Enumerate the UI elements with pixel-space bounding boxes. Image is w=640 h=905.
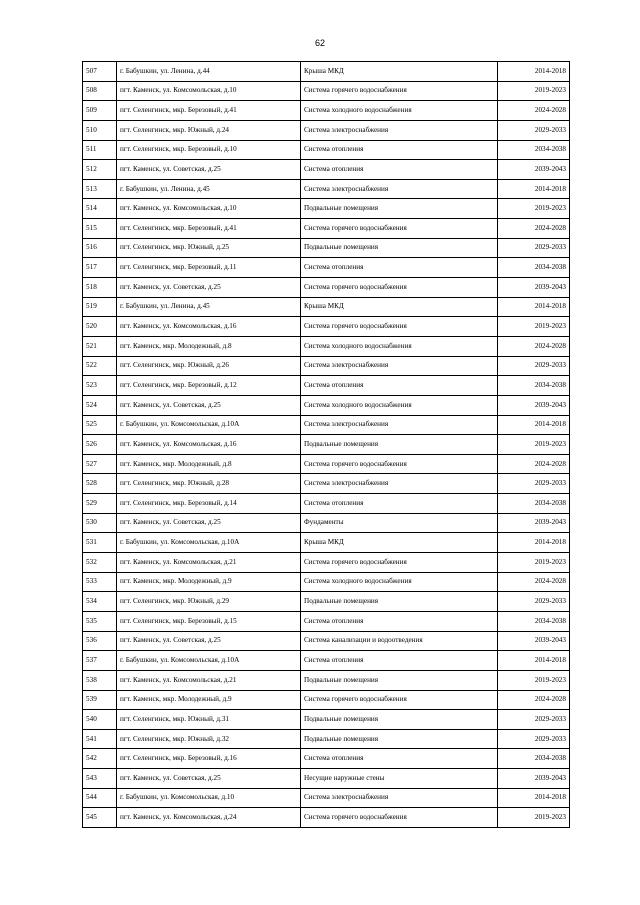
row-number-cell: 517 xyxy=(83,258,117,278)
work-type-cell: Система отопления xyxy=(301,494,498,514)
address-cell: пгт. Селенгинск, мкр. Южный, д.32 xyxy=(117,729,301,749)
address-cell: пгт. Селенгинск, мкр. Березовый, д.10 xyxy=(117,140,301,160)
table-row xyxy=(83,435,570,455)
work-type-cell: Подвальные помещения xyxy=(301,592,498,612)
work-type-cell: Система холодного водоснабжения xyxy=(301,336,498,356)
table-row xyxy=(83,101,570,121)
table-row xyxy=(83,474,570,494)
work-type-cell: Система отопления xyxy=(301,140,498,160)
table-row xyxy=(83,749,570,769)
period-cell: 2014-2018 xyxy=(498,651,570,671)
work-type-cell: Система отопления xyxy=(301,611,498,631)
table-row xyxy=(83,729,570,749)
table-row xyxy=(83,120,570,140)
address-cell: пгт. Каменск, ул. Комсомольская, д.16 xyxy=(117,317,301,337)
period-cell: 2019-2023 xyxy=(498,808,570,828)
table-row xyxy=(83,572,570,592)
address-cell: пгт. Каменск, ул. Советская, д.25 xyxy=(117,160,301,180)
period-cell: 2014-2018 xyxy=(498,179,570,199)
table-row xyxy=(83,62,570,82)
row-number-cell: 544 xyxy=(83,788,117,808)
period-cell: 2024-2028 xyxy=(498,690,570,710)
row-number-cell: 524 xyxy=(83,395,117,415)
address-cell: пгт. Каменск, ул. Комсомольская, д.24 xyxy=(117,808,301,828)
table-row xyxy=(83,140,570,160)
table-row xyxy=(83,415,570,435)
table-row xyxy=(83,317,570,337)
period-cell: 2039-2043 xyxy=(498,395,570,415)
row-number-cell: 515 xyxy=(83,219,117,239)
table-row xyxy=(83,179,570,199)
row-number-cell: 519 xyxy=(83,297,117,317)
row-number-cell: 523 xyxy=(83,376,117,396)
work-type-cell: Система отопления xyxy=(301,651,498,671)
address-cell: пгт. Селенгинск, мкр. Березовый, д.41 xyxy=(117,219,301,239)
work-type-cell: Подвальные помещения xyxy=(301,670,498,690)
table-row xyxy=(83,710,570,730)
table-row xyxy=(83,631,570,651)
table-row xyxy=(83,769,570,789)
work-type-cell: Система горячего водоснабжения xyxy=(301,81,498,101)
period-cell: 2029-2033 xyxy=(498,474,570,494)
period-cell: 2014-2018 xyxy=(498,62,570,82)
row-number-cell: 530 xyxy=(83,513,117,533)
address-cell: пгт. Селенгинск, мкр. Южный, д.25 xyxy=(117,238,301,258)
period-cell: 2039-2043 xyxy=(498,631,570,651)
work-type-cell: Крыша МКД xyxy=(301,533,498,553)
address-cell: г. Бабушкин, ул. Комсомольская, д.10А xyxy=(117,415,301,435)
period-cell: 2029-2033 xyxy=(498,592,570,612)
row-number-cell: 516 xyxy=(83,238,117,258)
table-row xyxy=(83,336,570,356)
page-number: 62 xyxy=(314,38,325,48)
address-cell: пгт. Каменск, ул. Комсомольская, д.21 xyxy=(117,670,301,690)
row-number-cell: 513 xyxy=(83,179,117,199)
work-type-cell: Система электроснабжения xyxy=(301,788,498,808)
table-row xyxy=(83,258,570,278)
period-cell: 2024-2028 xyxy=(498,101,570,121)
address-cell: пгт. Каменск, ул. Советская, д.25 xyxy=(117,513,301,533)
table-row xyxy=(83,808,570,828)
period-cell: 2029-2033 xyxy=(498,120,570,140)
address-cell: пгт. Каменск, ул. Комсомольская, д.10 xyxy=(117,81,301,101)
repair-schedule-table xyxy=(82,61,570,828)
row-number-cell: 512 xyxy=(83,160,117,180)
row-number-cell: 520 xyxy=(83,317,117,337)
period-cell: 2019-2023 xyxy=(498,317,570,337)
table-row xyxy=(83,513,570,533)
address-cell: пгт. Каменск, ул. Советская, д.25 xyxy=(117,278,301,298)
row-number-cell: 541 xyxy=(83,729,117,749)
work-type-cell: Система электроснабжения xyxy=(301,415,498,435)
period-cell: 2029-2033 xyxy=(498,710,570,730)
work-type-cell: Подвальные помещения xyxy=(301,710,498,730)
address-cell: пгт. Селенгинск, мкр. Березовый, д.15 xyxy=(117,611,301,631)
row-number-cell: 507 xyxy=(83,62,117,82)
work-type-cell: Подвальные помещения xyxy=(301,238,498,258)
address-cell: пгт. Каменск, ул. Советская, д.25 xyxy=(117,395,301,415)
address-cell: пгт. Каменск, ул. Советская, д.25 xyxy=(117,631,301,651)
address-cell: пгт. Селенгинск, мкр. Березовый, д.14 xyxy=(117,494,301,514)
row-number-cell: 514 xyxy=(83,199,117,219)
work-type-cell: Система отопления xyxy=(301,160,498,180)
work-type-cell: Подвальные помещения xyxy=(301,435,498,455)
period-cell: 2039-2043 xyxy=(498,160,570,180)
work-type-cell: Система горячего водоснабжения xyxy=(301,278,498,298)
period-cell: 2019-2023 xyxy=(498,435,570,455)
period-cell: 2024-2028 xyxy=(498,572,570,592)
row-number-cell: 535 xyxy=(83,611,117,631)
address-cell: пгт. Селенгинск, мкр. Южный, д.29 xyxy=(117,592,301,612)
table-row xyxy=(83,651,570,671)
address-cell: пгт. Селенгинск, мкр. Березовый, д.41 xyxy=(117,101,301,121)
work-type-cell: Несущие наружные стены xyxy=(301,769,498,789)
period-cell: 2019-2023 xyxy=(498,81,570,101)
table-row xyxy=(83,160,570,180)
row-number-cell: 545 xyxy=(83,808,117,828)
address-cell: г. Бабушкин, ул. Комсомольская, д.10А xyxy=(117,651,301,671)
address-cell: пгт. Каменск, мкр. Молодежный, д.9 xyxy=(117,690,301,710)
work-type-cell: Система холодного водоснабжения xyxy=(301,572,498,592)
row-number-cell: 534 xyxy=(83,592,117,612)
address-cell: пгт. Селенгинск, мкр. Березовый, д.12 xyxy=(117,376,301,396)
work-type-cell: Система горячего водоснабжения xyxy=(301,317,498,337)
row-number-cell: 542 xyxy=(83,749,117,769)
address-cell: г. Бабушкин, ул. Ленина, д.44 xyxy=(117,62,301,82)
work-type-cell: Крыша МКД xyxy=(301,62,498,82)
period-cell: 2014-2018 xyxy=(498,297,570,317)
table-row xyxy=(83,81,570,101)
address-cell: пгт. Селенгинск, мкр. Березовый, д.11 xyxy=(117,258,301,278)
period-cell: 2034-2038 xyxy=(498,140,570,160)
work-type-cell: Подвальные помещения xyxy=(301,729,498,749)
table-row xyxy=(83,788,570,808)
address-cell: пгт. Каменск, мкр. Молодежный, д.8 xyxy=(117,454,301,474)
row-number-cell: 518 xyxy=(83,278,117,298)
row-number-cell: 511 xyxy=(83,140,117,160)
row-number-cell: 527 xyxy=(83,454,117,474)
address-cell: пгт. Селенгинск, мкр. Южный, д.24 xyxy=(117,120,301,140)
work-type-cell: Подвальные помещения xyxy=(301,199,498,219)
row-number-cell: 533 xyxy=(83,572,117,592)
row-number-cell: 509 xyxy=(83,101,117,121)
work-type-cell: Система горячего водоснабжения xyxy=(301,553,498,573)
period-cell: 2034-2038 xyxy=(498,376,570,396)
table-row xyxy=(83,454,570,474)
work-type-cell: Система отопления xyxy=(301,258,498,278)
period-cell: 2039-2043 xyxy=(498,513,570,533)
row-number-cell: 521 xyxy=(83,336,117,356)
table-row xyxy=(83,533,570,553)
period-cell: 2039-2043 xyxy=(498,769,570,789)
row-number-cell: 532 xyxy=(83,553,117,573)
row-number-cell: 536 xyxy=(83,631,117,651)
address-cell: пгт. Селенгинск, мкр. Южный, д.26 xyxy=(117,356,301,376)
period-cell: 2034-2038 xyxy=(498,749,570,769)
work-type-cell: Система электроснабжения xyxy=(301,474,498,494)
period-cell: 2019-2023 xyxy=(498,199,570,219)
period-cell: 2024-2028 xyxy=(498,219,570,239)
row-number-cell: 543 xyxy=(83,769,117,789)
work-type-cell: Система электроснабжения xyxy=(301,356,498,376)
table-row xyxy=(83,690,570,710)
table-row xyxy=(83,494,570,514)
work-type-cell: Система горячего водоснабжения xyxy=(301,808,498,828)
address-cell: пгт. Каменск, ул. Комсомольская, д.16 xyxy=(117,435,301,455)
row-number-cell: 508 xyxy=(83,81,117,101)
period-cell: 2014-2018 xyxy=(498,415,570,435)
period-cell: 2019-2023 xyxy=(498,670,570,690)
row-number-cell: 531 xyxy=(83,533,117,553)
row-number-cell: 540 xyxy=(83,710,117,730)
work-type-cell: Система горячего водоснабжения xyxy=(301,219,498,239)
period-cell: 2024-2028 xyxy=(498,336,570,356)
work-type-cell: Система холодного водоснабжения xyxy=(301,395,498,415)
period-cell: 2019-2023 xyxy=(498,553,570,573)
period-cell: 2039-2043 xyxy=(498,278,570,298)
period-cell: 2029-2033 xyxy=(498,238,570,258)
period-cell: 2034-2038 xyxy=(498,611,570,631)
work-type-cell: Система холодного водоснабжения xyxy=(301,101,498,121)
work-type-cell: Система канализации и водоотведения xyxy=(301,631,498,651)
work-type-cell: Система горячего водоснабжения xyxy=(301,454,498,474)
address-cell: пгт. Каменск, мкр. Молодежный, д.9 xyxy=(117,572,301,592)
period-cell: 2014-2018 xyxy=(498,533,570,553)
address-cell: г. Бабушкин, ул. Комсомольская, д.10 xyxy=(117,788,301,808)
table-row xyxy=(83,592,570,612)
row-number-cell: 537 xyxy=(83,651,117,671)
table-row xyxy=(83,356,570,376)
work-type-cell: Система горячего водоснабжения xyxy=(301,690,498,710)
work-type-cell: Система отопления xyxy=(301,749,498,769)
table-row xyxy=(83,297,570,317)
address-cell: пгт. Каменск, мкр. Молодежный, д.8 xyxy=(117,336,301,356)
period-cell: 2034-2038 xyxy=(498,494,570,514)
row-number-cell: 522 xyxy=(83,356,117,376)
table-row xyxy=(83,395,570,415)
address-cell: пгт. Каменск, ул. Комсомольская, д.21 xyxy=(117,553,301,573)
row-number-cell: 526 xyxy=(83,435,117,455)
table-row xyxy=(83,376,570,396)
address-cell: пгт. Каменск, ул. Советская, д.25 xyxy=(117,769,301,789)
row-number-cell: 529 xyxy=(83,494,117,514)
row-number-cell: 528 xyxy=(83,474,117,494)
table-row xyxy=(83,553,570,573)
address-cell: г. Бабушкин, ул. Комсомольская, д.10А xyxy=(117,533,301,553)
address-cell: пгт. Каменск, ул. Комсомольская, д.10 xyxy=(117,199,301,219)
address-cell: г. Бабушкин, ул. Ленина, д.45 xyxy=(117,179,301,199)
work-type-cell: Система электроснабжения xyxy=(301,179,498,199)
row-number-cell: 538 xyxy=(83,670,117,690)
address-cell: пгт. Селенгинск, мкр. Южный, д.31 xyxy=(117,710,301,730)
address-cell: пгт. Селенгинск, мкр. Южный, д.28 xyxy=(117,474,301,494)
table-row xyxy=(83,199,570,219)
work-type-cell: Фундаменты xyxy=(301,513,498,533)
table-row xyxy=(83,278,570,298)
table-row xyxy=(83,238,570,258)
period-cell: 2024-2028 xyxy=(498,454,570,474)
period-cell: 2014-2018 xyxy=(498,788,570,808)
period-cell: 2029-2033 xyxy=(498,729,570,749)
table-body xyxy=(83,62,570,828)
work-type-cell: Крыша МКД xyxy=(301,297,498,317)
table-row xyxy=(83,611,570,631)
table-row xyxy=(83,670,570,690)
work-type-cell: Система отопления xyxy=(301,376,498,396)
period-cell: 2034-2038 xyxy=(498,258,570,278)
table-row xyxy=(83,219,570,239)
address-cell: г. Бабушкин, ул. Ленина, д.45 xyxy=(117,297,301,317)
address-cell: пгт. Селенгинск, мкр. Березовый, д.16 xyxy=(117,749,301,769)
row-number-cell: 510 xyxy=(83,120,117,140)
work-type-cell: Система электроснабжения xyxy=(301,120,498,140)
row-number-cell: 539 xyxy=(83,690,117,710)
period-cell: 2029-2033 xyxy=(498,356,570,376)
row-number-cell: 525 xyxy=(83,415,117,435)
